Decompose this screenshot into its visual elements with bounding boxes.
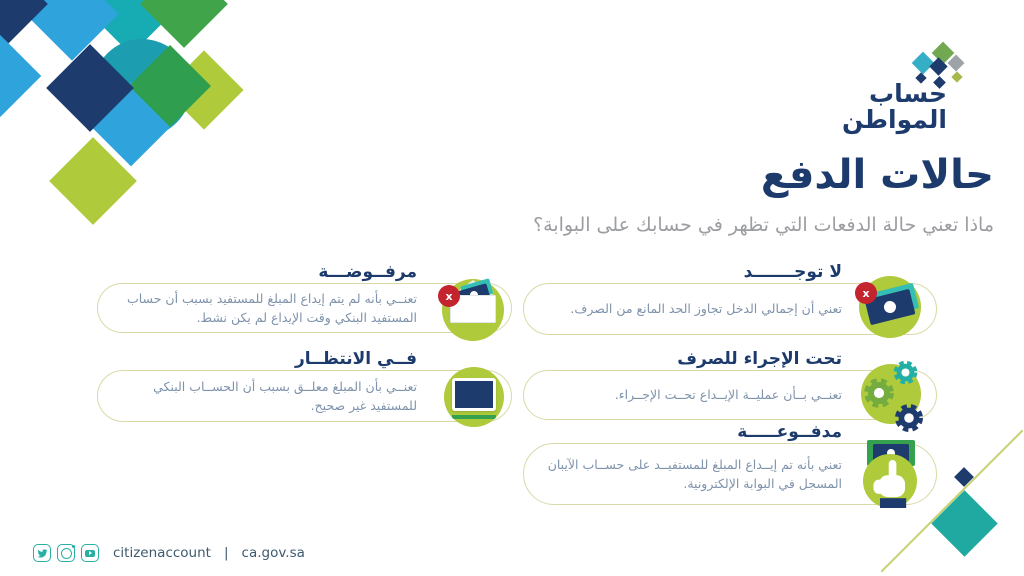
twitter-icon[interactable] <box>33 544 51 562</box>
youtube-icon[interactable] <box>81 544 99 562</box>
gear-green-icon <box>862 376 896 410</box>
citizen-account-logo <box>829 45 969 137</box>
logo-text <box>842 81 947 133</box>
hand-money-icon <box>857 440 923 510</box>
gear-teal-icon <box>892 359 919 386</box>
social-handle: citizenaccount <box>113 545 211 561</box>
money-x-icon <box>859 276 921 338</box>
card-status-under-process <box>523 349 937 420</box>
envelope-x-icon <box>442 279 504 341</box>
card-description: تعني أن إجمالي الدخل تجاوز الحد المانع من الصرف. <box>570 301 842 317</box>
x-badge-icon: x <box>855 282 877 304</box>
card-title: تحت الإجراء للصرف <box>677 349 842 369</box>
gears-icon <box>861 364 921 424</box>
card-description: تعني بأنه تم إيــداع المبلغ للمستفيــد على حســاب الآيبان المسجل في البوابة الإلكترونية. <box>547 456 842 491</box>
card-title: فــي الانتظــار <box>294 349 417 369</box>
card-status-rejected <box>97 262 512 333</box>
card-title: مرفــوضـــة <box>318 262 417 282</box>
page-title: حالات الدفع <box>760 152 994 198</box>
card-title: مدفــوعـــــة <box>737 422 842 442</box>
decorative-diamond <box>0 31 41 122</box>
gear-navy-icon <box>893 402 925 434</box>
hand-icon <box>873 460 911 508</box>
card-title: لا توجـــــــد <box>743 262 842 282</box>
footer <box>33 544 305 562</box>
card-status-none <box>523 262 937 335</box>
instagram-icon[interactable] <box>57 544 75 562</box>
x-badge-icon: x <box>438 285 460 307</box>
logo-text-line1: حساب <box>869 79 947 108</box>
card-status-waiting <box>97 349 512 422</box>
monitor-icon <box>444 367 504 427</box>
card-status-paid <box>523 422 937 505</box>
card-description: تعنــي بــأن عمليــة الإيــداع تحــت الإجــراء. <box>614 387 842 403</box>
footer-separator: | <box>223 545 229 561</box>
card-description: تعنــي بأن المبلغ معلــق بسبب أن الحســاب البنكي للمستفيد غير صحيح. <box>153 378 417 413</box>
decorative-diamond <box>954 467 974 487</box>
card-description: تعنــي بأنه لم يتم إيداع المبلغ للمستفيد بسبب أن حساب المستفيد البنكي وقت الإيداع لم يكن نشط. <box>126 290 417 325</box>
website-domain: ca.gov.sa <box>241 545 305 561</box>
page-subtitle: ماذا تعني حالة الدفعات التي تظهر في حسابك على البوابة؟ <box>533 214 994 236</box>
decorative-diamond <box>931 490 997 556</box>
logo-text-line2: المواطن <box>841 105 947 134</box>
